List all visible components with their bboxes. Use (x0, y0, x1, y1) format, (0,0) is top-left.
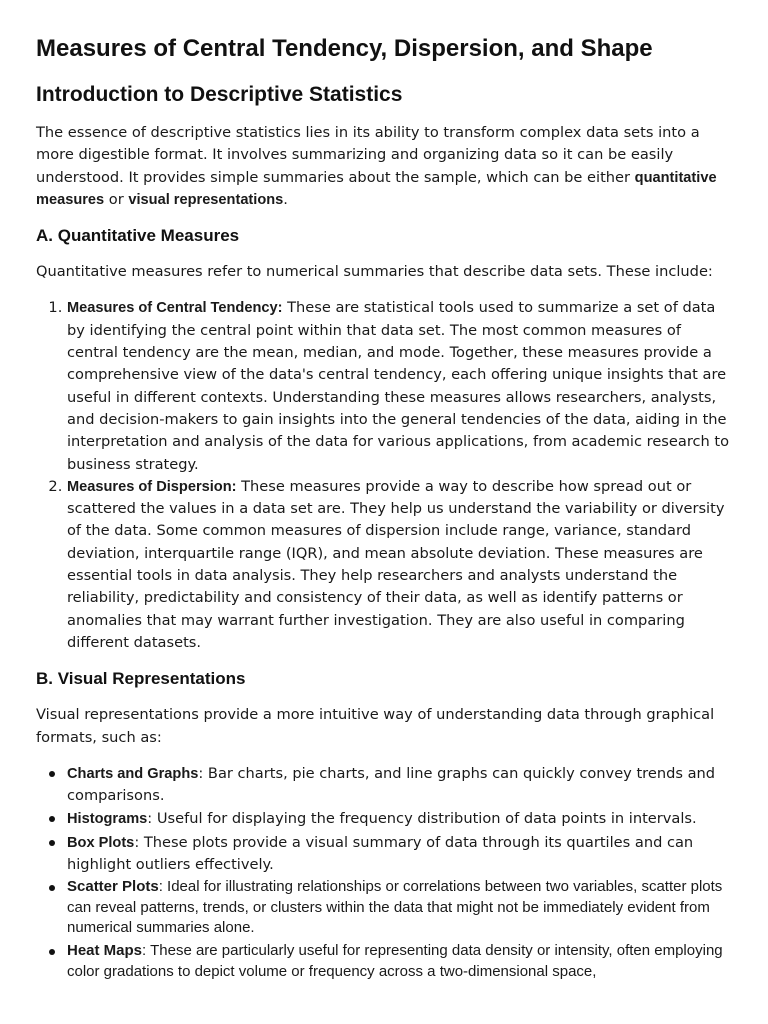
intro-text-end: . (283, 190, 288, 208)
term-central-tendency: Measures of Central Tendency: (67, 300, 283, 317)
term-box-plots: Box Plots (67, 834, 135, 851)
page-title: Measures of Central Tendency, Dispersion, and Shape (36, 35, 653, 62)
intro-bold-quantitative: quantitative measures (36, 169, 717, 208)
desc-box-plots: : These plots provide a visual summary of data through its quartiles and can highlight outliers effectively. (67, 833, 694, 873)
visual-representations-list (36, 763, 732, 983)
desc-charts-graphs: : Bar charts, pie charts, and line graphs can quickly convey trends and comparisons. (67, 764, 716, 804)
intro-paragraph (36, 122, 732, 211)
list-item-central-tendency (67, 297, 732, 475)
section-a-intro: Quantitative measures refer to numerical summaries that describe data sets. These include: (36, 263, 713, 281)
list-item-charts-graphs (67, 763, 732, 806)
term-histograms: Histograms (67, 810, 148, 827)
intro-heading: Introduction to Descriptive Statistics (36, 83, 403, 106)
section-b-heading: B. Visual Representations (36, 669, 246, 689)
section-b-intro: Visual representations provide a more intuitive way of understanding data through graphical formats, such as: (36, 706, 715, 746)
desc-dispersion: These measures provide a way to describe how spread out or scattered the values in a data set are. They help us understand the variability or diversity of the data. Some common measures of dispersion include range, variance, standard deviation, interquartile range (IQR), and mean absolute deviation. These measures are essential tools in data analysis. They help researchers and analysts understand the reliability, predictability and consistency of their data, as well as identify patterns or anomalies that may warrant further investigation. They are also useful in comparing different datasets. (67, 477, 725, 651)
list-item-dispersion (67, 476, 732, 654)
desc-histograms: : Useful for displaying the frequency distribution of data points in intervals. (147, 809, 697, 827)
list-item-heat-maps (67, 941, 732, 982)
list-item-histograms (67, 808, 732, 830)
section-a-heading: A. Quantitative Measures (36, 226, 240, 246)
term-dispersion: Measures of Dispersion: (67, 478, 237, 495)
desc-central-tendency: These are statistical tools used to summarize a set of data by identifying the central point within that data set. The most common measures of central tendency are the mean, median, and mode. Together, these measures provide a comprehensive view of the data's central tendency, each offering unique insights that are useful in different contexts. Understanding these measures allows researchers, analysts, and decision-makers to gain insights into the general tendencies of the data, aiding in the interpretation and analysis of the data for various applications, from academic research to business strategy. (67, 299, 730, 473)
intro-bold-visual: visual representations (128, 191, 284, 208)
intro-text-start: The essence of descriptive statistics lies in its ability to transform complex data sets into a more digestible format. It involves summarizing and organizing data so it can be easily understood. It provides simple summaries about the sample, which can be either (36, 124, 700, 186)
term-charts-graphs: Charts and Graphs (67, 765, 199, 782)
list-item-scatter-plots (67, 877, 732, 939)
term-scatter-plots: Scatter Plots (67, 877, 159, 895)
desc-heat-maps: : These are particularly useful for representing data density or intensity, often employing color gradations to depict volume or frequency across a two-dimensional space, (67, 941, 723, 980)
quantitative-measures-list (36, 297, 732, 654)
desc-scatter-plots: : Ideal for illustrating relationships or correlations between two variables, scatter plots can reveal patterns, trends, or clusters within the data that might not be immediately evident from numerical summaries alone. (67, 877, 723, 937)
intro-text-mid: or (104, 190, 129, 208)
term-heat-maps: Heat Maps (67, 941, 143, 959)
list-item-box-plots (67, 832, 732, 875)
